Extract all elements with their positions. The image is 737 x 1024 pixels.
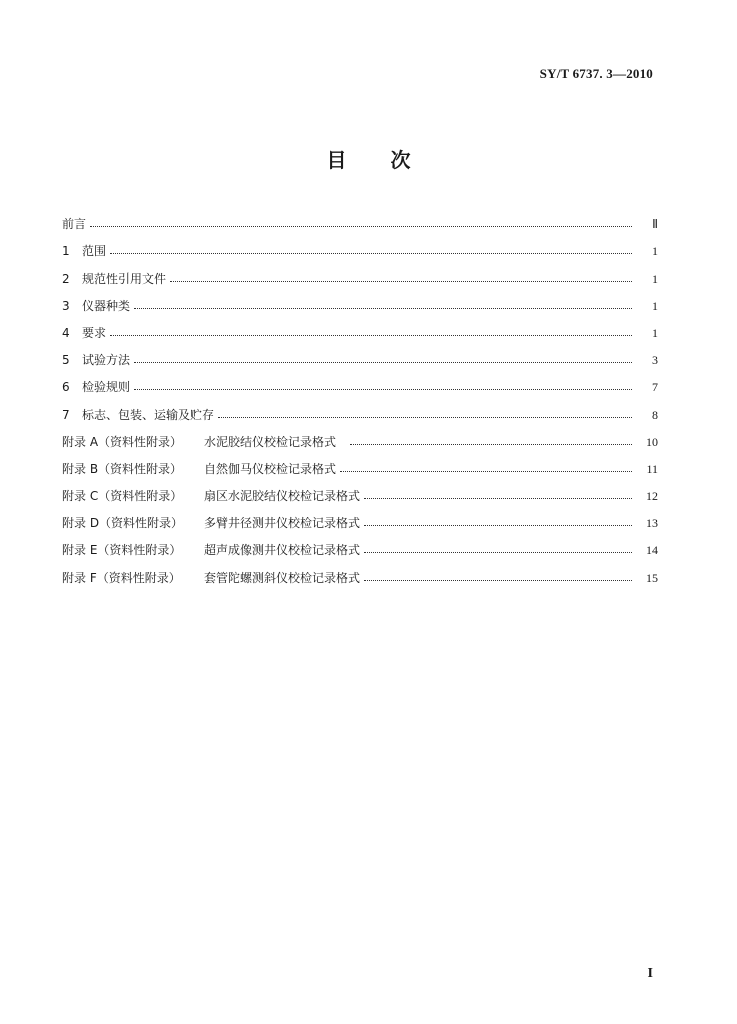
annex-title: 套管陀螺测斜仪校检记录格式: [204, 570, 361, 585]
dot-leader: [364, 551, 632, 553]
annex-page: 13: [646, 516, 658, 531]
annex-page: 11: [646, 461, 658, 476]
toc-entry-title: 标志、包装、运输及贮存: [82, 407, 215, 422]
toc-entry-page: 1: [652, 325, 658, 340]
toc-entry-3[interactable]: [62, 287, 658, 314]
toc-entry-title: 前言: [62, 217, 87, 232]
annex-page: 12: [646, 489, 658, 504]
dot-leader: [110, 334, 632, 336]
dot-leader: [170, 280, 632, 282]
annex-title: 扇区水泥胶结仪校检记录格式: [204, 489, 361, 504]
toc-entry-number: 3: [62, 298, 70, 313]
toc-entry-page: 3: [652, 353, 658, 368]
annex-id: 附录 A（资料性附录）: [62, 434, 183, 449]
dot-leader: [364, 497, 632, 499]
toc-entry-5[interactable]: [62, 341, 658, 368]
toc-entry-number: 1: [62, 244, 70, 259]
dot-leader: [350, 443, 632, 445]
dot-leader: [90, 225, 632, 227]
table-of-contents: [62, 205, 658, 586]
annex-id: 附录 D（资料性附录）: [62, 516, 184, 531]
toc-entry-4[interactable]: [62, 314, 658, 341]
toc-entry-2[interactable]: [62, 259, 658, 286]
toc-entry-1[interactable]: [62, 232, 658, 259]
toc-entry-title: 规范性引用文件: [82, 271, 167, 286]
toc-entry-page: 1: [652, 298, 658, 313]
toc-entry-page: Ⅱ: [652, 217, 658, 232]
toc-entry-title: 要求: [82, 325, 107, 340]
page-number: I: [647, 966, 653, 981]
toc-annex-b[interactable]: [62, 450, 658, 477]
dot-leader: [364, 524, 632, 526]
toc-entry-number: 7: [62, 407, 70, 422]
annex-id: 附录 E（资料性附录）: [62, 543, 182, 558]
dot-leader: [134, 307, 632, 309]
dot-leader: [364, 579, 632, 581]
dot-leader: [134, 388, 632, 390]
dot-leader: [218, 416, 632, 418]
toc-annex-f[interactable]: [62, 558, 658, 585]
annex-id: 附录 C（资料性附录）: [62, 489, 183, 504]
page-title: 目次: [326, 148, 455, 172]
annex-title: 多臂井径测井仪校检记录格式: [204, 516, 361, 531]
toc-entry-page: 1: [652, 244, 658, 259]
toc-entry-page: 7: [652, 380, 658, 395]
toc-entry-title: 仪器种类: [82, 298, 131, 313]
toc-entry-number: 5: [62, 353, 70, 368]
toc-annex-d[interactable]: [62, 504, 658, 531]
toc-entry-number: 2: [62, 271, 70, 286]
annex-page: 10: [646, 434, 658, 449]
annex-title: 超声成像测井仪校检记录格式: [204, 543, 361, 558]
standard-number: SY/T 6737. 3—2010: [539, 66, 653, 81]
annex-id: 附录 F（资料性附录）: [62, 570, 181, 585]
toc-entry-title: 试验方法: [82, 353, 131, 368]
toc-annex-a[interactable]: [62, 423, 658, 450]
dot-leader: [340, 470, 632, 472]
dot-leader: [134, 361, 632, 363]
toc-entry-page: 8: [652, 407, 658, 422]
annex-title: 水泥胶结仪校检记录格式: [204, 434, 337, 449]
toc-entry-title: 范围: [82, 244, 107, 259]
toc-annex-c[interactable]: [62, 477, 658, 504]
toc-entry-page: 1: [652, 271, 658, 286]
toc-entry-title: 检验规则: [82, 380, 131, 395]
toc-entry-6[interactable]: [62, 368, 658, 395]
toc-entry-number: 4: [62, 325, 70, 340]
toc-annex-e[interactable]: [62, 531, 658, 558]
toc-entry-7[interactable]: [62, 395, 658, 422]
toc-entry-foreword[interactable]: [62, 205, 658, 232]
annex-page: 14: [646, 543, 658, 558]
toc-entry-number: 6: [62, 380, 70, 395]
dot-leader: [110, 252, 632, 254]
annex-id: 附录 B（资料性附录）: [62, 461, 183, 476]
annex-title: 自然伽马仪校检记录格式: [204, 461, 337, 476]
annex-page: 15: [646, 570, 658, 585]
